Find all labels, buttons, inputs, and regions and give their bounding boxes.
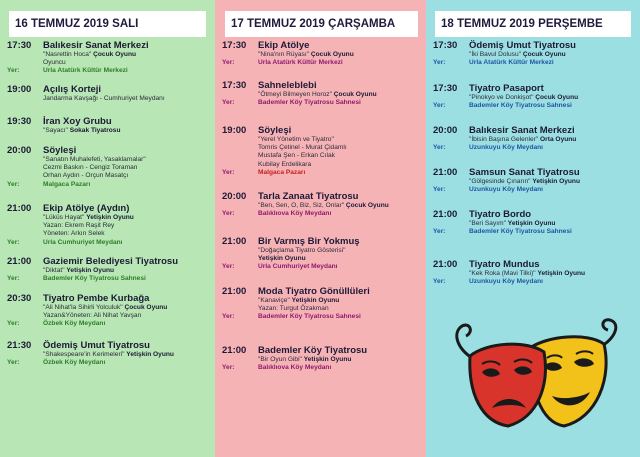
detail-text: Kubilay Erdelikara <box>258 160 312 168</box>
venue-name: Bademler Köy Tiyatrosu Sahnesi <box>258 99 361 107</box>
event-entry <box>7 116 212 135</box>
event-entry <box>7 256 212 283</box>
event-venue <box>7 320 212 328</box>
event-title: Ödemiş Umut Tiyatrosu <box>469 40 576 51</box>
event-time: 17:30 <box>7 40 32 51</box>
event-time: 21:00 <box>222 345 247 356</box>
event-heading <box>7 293 212 304</box>
event-time: 17:30 <box>433 83 458 94</box>
venue-name: Bademler Köy Tiyatrosu Sahnesi <box>469 102 572 110</box>
venue-label: Yer: <box>222 263 235 271</box>
venue-label: Yer: <box>222 99 235 107</box>
event-heading <box>7 116 212 127</box>
event-time: 17:30 <box>433 40 458 51</box>
theater-masks-icon <box>452 318 622 433</box>
event-detail <box>222 255 427 263</box>
venue-name: Urla Atatürk Kültür Merkezi <box>43 67 128 75</box>
venue-label: Yer: <box>7 359 20 367</box>
event-title: Tiyatro Pasaport <box>469 83 544 94</box>
event-detail <box>7 51 212 59</box>
event-detail <box>222 356 427 364</box>
event-detail <box>433 94 638 102</box>
detail-text: "Sanatın Muhalefeti, Yasaklamalar" <box>43 156 146 163</box>
venue-name: Özbek Köy Meydanı <box>43 359 106 367</box>
play-name: "Beri Sayım" <box>469 220 506 227</box>
event-heading <box>7 340 212 351</box>
play-name: "Nina'nın Rüyası" <box>258 51 310 58</box>
venue-name: Bademler Köy Tiyatrosu Sahnesi <box>258 313 361 321</box>
event-entry <box>222 40 427 67</box>
event-heading <box>7 84 212 95</box>
detail-text: "Doğaçlama Tiyatro Gösterisi" <box>258 247 346 254</box>
venue-label: Yer: <box>7 275 20 283</box>
event-time: 17:30 <box>222 40 247 51</box>
venue-name: Urla Atatürk Kültür Merkezi <box>469 59 554 67</box>
event-heading <box>222 80 427 91</box>
event-heading <box>433 259 638 270</box>
venue-label: Yer: <box>433 278 446 286</box>
event-detail <box>433 136 638 144</box>
venue-label: Yer: <box>433 186 446 194</box>
event-venue <box>433 102 638 110</box>
play-name: "Gölgesinde Çınarın" <box>469 178 531 185</box>
event-venue <box>7 239 212 247</box>
venue-name: Bademler Köy Tiyatrosu Sahnesi <box>43 275 146 283</box>
play-type: Orta Oyunu <box>540 136 577 143</box>
detail-text: Tomris Çetinel - Murat Çidamlı <box>258 144 347 152</box>
detail-text: Yazan: Ekrem Raşit Rey <box>43 222 115 230</box>
detail-text: Mustafa Şen - Erkan Cılak <box>258 152 335 160</box>
event-detail <box>222 297 427 305</box>
venue-name: Uzunkuyu Köy Meydanı <box>469 144 544 152</box>
play-name: "Diktat" <box>43 267 65 274</box>
event-venue <box>222 364 427 372</box>
play-type: Yetişkin Oyunu <box>507 220 556 227</box>
event-time: 21:00 <box>7 203 32 214</box>
play-type: Sokak Tiyatrosu <box>69 127 121 134</box>
event-title: İran Xoy Grubu <box>43 116 112 127</box>
event-detail <box>7 304 212 312</box>
venue-name: Uzunkuyu Köy Meydanı <box>469 186 544 194</box>
event-detail <box>433 51 638 59</box>
event-detail <box>7 214 212 222</box>
event-heading <box>7 256 212 267</box>
event-venue <box>433 228 638 236</box>
play-name: "Nasrettin Hoca" <box>43 51 92 58</box>
event-heading <box>222 236 427 247</box>
venue-label: Yer: <box>7 67 20 75</box>
event-heading <box>222 40 427 51</box>
event-detail <box>7 164 212 172</box>
event-entry <box>7 40 212 76</box>
venue-label: Yer: <box>433 144 446 152</box>
event-entry <box>7 340 212 367</box>
play-type: Yetişkin Oyunu <box>291 297 340 304</box>
event-time: 21:00 <box>222 286 247 297</box>
event-entry <box>222 286 427 322</box>
event-time: 21:00 <box>433 167 458 178</box>
detail-text: Jandarma Kavşağı - Cumhuriyet Meydanı <box>43 95 165 102</box>
event-time: 17:30 <box>222 80 247 91</box>
venue-label: Yer: <box>433 102 446 110</box>
play-type: Çocuk Oyunu <box>93 51 137 58</box>
play-type: Çocuk Oyunu <box>345 202 389 209</box>
event-title: Tiyatro Pembe Kurbağa <box>43 293 150 304</box>
event-venue <box>7 359 212 367</box>
event-venue <box>7 67 212 75</box>
day-column-17 <box>215 0 426 457</box>
venue-label: Yer: <box>7 320 20 328</box>
play-name: "Ötmeyi Bilmeyen Horoz" <box>258 91 332 98</box>
play-name: "İki Bavul Dolusu" <box>469 51 521 58</box>
event-entry <box>433 83 638 110</box>
event-venue <box>222 59 427 67</box>
event-detail <box>222 305 427 313</box>
event-detail <box>7 351 212 359</box>
venue-name: Özbek Köy Meydanı <box>43 320 106 328</box>
event-title: Bir Varmış Bir Yokmuş <box>258 236 360 247</box>
event-detail <box>433 220 638 228</box>
event-heading <box>222 345 427 356</box>
event-venue <box>222 313 427 321</box>
event-title: Açılış Korteji <box>43 84 102 95</box>
event-time: 19:00 <box>222 125 247 136</box>
event-detail <box>7 267 212 275</box>
play-name: "Ben, Sen, O, Biz, Siz, Onlar" <box>258 202 345 209</box>
play-name: "Sayacı" <box>43 127 68 134</box>
event-detail <box>222 202 427 210</box>
venue-name: Urla Cumhuriyet Meydanı <box>258 263 338 271</box>
venue-label: Yer: <box>222 313 235 321</box>
event-heading <box>433 209 638 220</box>
event-heading <box>222 191 427 202</box>
event-entry <box>7 293 212 329</box>
event-time: 19:30 <box>7 116 32 127</box>
event-venue <box>222 263 427 271</box>
detail-text: Yöneten: Arkın Selek <box>43 230 105 238</box>
event-title: Samsun Sanat Tiyatrosu <box>469 167 580 178</box>
detail-text: Yazan: Turgut Özakman <box>258 305 329 313</box>
event-title: Tiyatro Bordo <box>469 209 532 220</box>
event-venue <box>222 169 427 177</box>
event-detail <box>433 270 638 278</box>
event-heading <box>7 40 212 51</box>
event-entry <box>222 345 427 372</box>
day-header: 18 TEMMUZ 2019 PERŞEMBE <box>435 11 631 37</box>
event-title: Ödemiş Umut Tiyatrosu <box>43 340 150 351</box>
play-type: Çocuk Oyunu <box>535 94 579 101</box>
event-detail <box>222 51 427 59</box>
event-time: 21:30 <box>7 340 32 351</box>
detail-text: Yazan&Yöneten: Ali Nihat Yavşan <box>43 312 142 320</box>
play-type: Yetişkin Oyunu <box>66 267 115 274</box>
venue-label: Yer: <box>433 228 446 236</box>
event-detail <box>7 230 212 238</box>
day-header: 17 TEMMUZ 2019 ÇARŞAMBA <box>225 11 418 37</box>
event-detail <box>7 312 212 320</box>
play-name: "Kanaviçe" <box>258 297 290 304</box>
event-entry <box>433 209 638 236</box>
detail-text: Oyuncu <box>43 59 66 67</box>
venue-name: Uzunkuyu Köy Meydanı <box>469 278 544 286</box>
event-detail <box>7 156 212 164</box>
venue-name: Malgaca Pazarı <box>258 168 306 176</box>
play-name: "Lüküs Hayat" <box>43 214 85 221</box>
detail-text: "Yerel Yönetim ve Tiyatro" <box>258 136 334 143</box>
event-venue <box>433 59 638 67</box>
event-time: 19:00 <box>7 84 32 95</box>
event-entry <box>7 84 212 103</box>
venue-name: Urla Atatürk Kültür Merkezi <box>258 59 343 67</box>
event-heading <box>7 203 212 214</box>
play-type: Çocuk Oyunu <box>124 304 168 311</box>
event-venue <box>222 99 427 107</box>
event-entry <box>433 125 638 152</box>
event-time: 21:00 <box>433 209 458 220</box>
event-detail <box>7 59 212 67</box>
event-heading <box>433 83 638 94</box>
venue-label: Yer: <box>433 59 446 67</box>
play-type: Yetişkin Oyunu <box>258 255 306 263</box>
event-time: 21:00 <box>222 236 247 247</box>
event-detail <box>222 152 427 160</box>
event-detail <box>222 161 427 169</box>
event-title: Moda Tiyatro Gönüllüleri <box>258 286 370 297</box>
event-entry <box>7 203 212 247</box>
event-venue <box>222 210 427 218</box>
play-type: Çocuk Oyunu <box>522 51 566 58</box>
event-heading <box>7 145 212 156</box>
event-heading <box>222 286 427 297</box>
venue-name: Bademler Köy Tiyatrosu Sahnesi <box>469 228 572 236</box>
play-name: "Kek Roka (Mavi Tilki)" <box>469 270 536 277</box>
play-type: Yetişkin Oyunu <box>532 178 580 185</box>
event-detail <box>222 144 427 152</box>
day-column-16 <box>0 0 215 457</box>
play-name: "Bir Oyun Gibi" <box>258 356 302 363</box>
play-name: "Shakespeare'in Kerimeleri" <box>43 351 125 358</box>
event-entry <box>222 191 427 218</box>
event-venue <box>7 181 212 189</box>
event-time: 21:00 <box>433 259 458 270</box>
event-entry <box>433 167 638 194</box>
event-detail <box>7 222 212 230</box>
event-detail <box>7 127 212 135</box>
event-heading <box>222 125 427 136</box>
play-name: "Pinokyo ve Donkişot" <box>469 94 534 101</box>
day-header: 16 TEMMUZ 2019 SALI <box>9 11 206 37</box>
event-detail <box>7 95 212 103</box>
event-title: Gaziemir Belediyesi Tiyatrosu <box>43 256 178 267</box>
play-type: Yetişkin Oyunu <box>537 270 586 277</box>
venue-label: Yer: <box>222 210 235 218</box>
venue-name: Malgaca Pazarı <box>43 180 91 188</box>
play-type: Yetişkin Oyunu <box>126 351 174 358</box>
event-heading <box>433 40 638 51</box>
venue-name: Balıklıova Köy Meydanı <box>258 210 332 218</box>
event-detail <box>433 178 638 186</box>
venue-label: Yer: <box>7 238 20 246</box>
event-venue <box>433 144 638 152</box>
event-time: 20:00 <box>7 145 32 156</box>
venue-label: Yer: <box>222 364 235 372</box>
event-detail <box>7 172 212 180</box>
event-venue <box>433 186 638 194</box>
event-detail <box>222 91 427 99</box>
event-title: Tarla Zanaat Tiyatrosu <box>258 191 359 202</box>
event-heading <box>433 167 638 178</box>
detail-text: Cezmi Baskın - Cengiz Toraman <box>43 164 138 172</box>
venue-label: Yer: <box>222 59 235 67</box>
event-entry <box>7 145 212 189</box>
event-time: 20:00 <box>433 125 458 136</box>
play-type: Yetişkin Oyunu <box>303 356 352 363</box>
event-time: 20:30 <box>7 293 32 304</box>
event-entry <box>433 40 638 67</box>
play-type: Yetişkin Oyunu <box>86 214 134 221</box>
venue-name: Balıklıova Köy Meydanı <box>258 364 332 372</box>
play-type: Çocuk Oyunu <box>310 51 354 58</box>
event-title: Bademler Köy Tiyatrosu <box>258 345 368 356</box>
event-title: Balıkesir Sanat Merkezi <box>469 125 575 136</box>
event-title: Balıkesir Sanat Merkezi <box>43 40 149 51</box>
event-venue <box>7 275 212 283</box>
event-entry <box>433 259 638 286</box>
play-name: "İbisin Başına Gelenler" <box>469 136 539 143</box>
event-time: 20:00 <box>222 191 247 202</box>
event-title: Sahneleblebi <box>258 80 317 91</box>
event-detail <box>222 136 427 144</box>
event-entry <box>222 80 427 107</box>
play-type: Çocuk Oyunu <box>333 91 377 98</box>
event-entry <box>222 125 427 177</box>
event-title: Söyleşi <box>43 145 77 156</box>
event-time: 21:00 <box>7 256 32 267</box>
event-title: Tiyatro Mundus <box>469 259 540 270</box>
venue-label: Yer: <box>222 168 235 176</box>
venue-name: Urla Cumhuriyet Meydanı <box>43 238 123 246</box>
play-name: "Ali Nihat'la Sihirli Yolculuk" <box>43 304 123 311</box>
event-heading <box>433 125 638 136</box>
detail-text: Orhan Aydın - Orçun Masatçı <box>43 172 129 180</box>
event-detail <box>222 247 427 255</box>
event-title: Söyleşi <box>258 125 292 136</box>
event-title: Ekip Atölye (Aydın) <box>43 203 130 214</box>
venue-label: Yer: <box>7 180 20 188</box>
event-venue <box>433 278 638 286</box>
event-entry <box>222 236 427 272</box>
event-title: Ekip Atölye <box>258 40 310 51</box>
